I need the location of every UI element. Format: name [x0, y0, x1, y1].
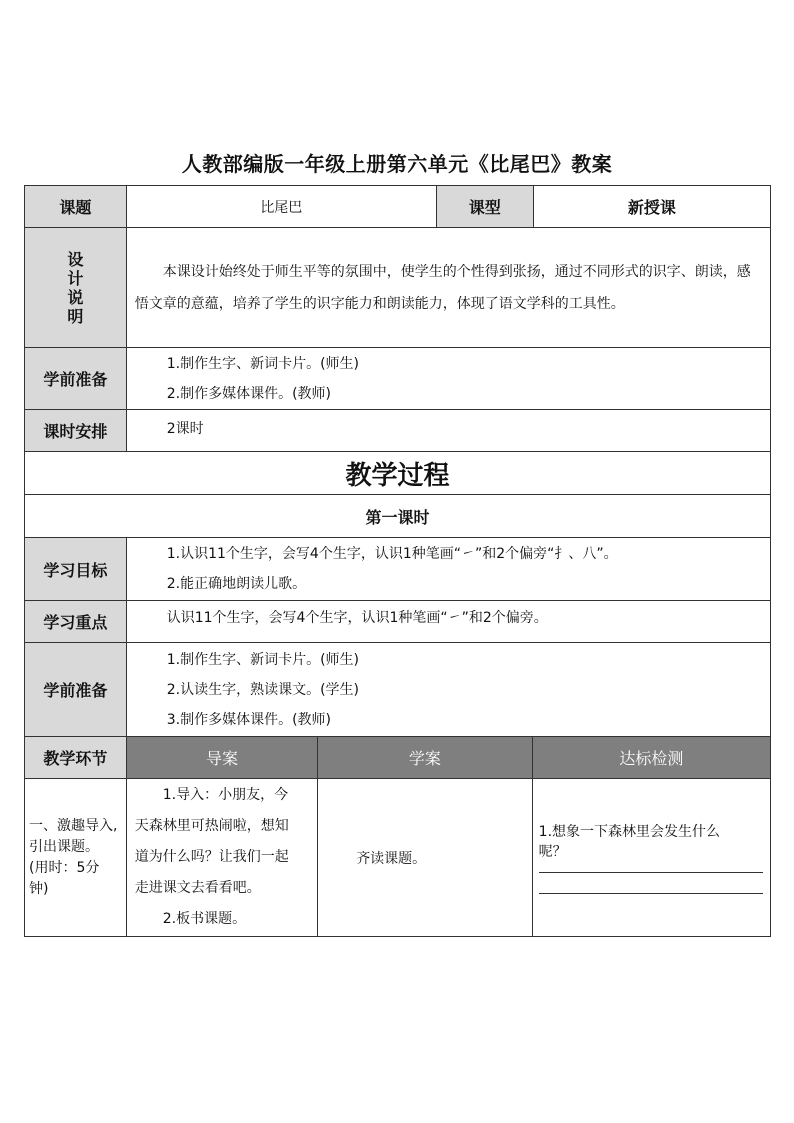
steps-header-row: [24, 737, 771, 779]
step1-stage-line: 引出课题。: [29, 838, 99, 855]
prep1-label: 学前准备: [25, 348, 127, 409]
check-header: 达标检测: [533, 737, 770, 778]
prep1-row: [24, 348, 771, 410]
prep2-list: [127, 643, 770, 736]
step1-stage-line: 一、激趣导入,: [29, 817, 118, 834]
study-header: 学案: [318, 737, 532, 778]
step1-guide-line: 1.导入：小朋友，今: [162, 787, 289, 803]
design-label-char: 明: [67, 306, 84, 326]
process-heading: 教学过程: [345, 460, 450, 491]
step1-guide-line: 走进课文去看看吧。: [134, 880, 261, 896]
prep2-item: 2.认读生字，熟读课文。(学生): [166, 681, 360, 698]
step1-check-line: 1.想象一下森林里会发生什么: [538, 823, 721, 840]
design-row: [24, 228, 771, 348]
design-label-char: 说: [67, 287, 84, 307]
prep2-label: 学前准备: [25, 643, 127, 736]
schedule-label: 课时安排: [25, 410, 127, 451]
document-title: 人教部编版一年级上册第六单元《比尾巴》教案: [181, 152, 613, 176]
schedule-row: [24, 410, 771, 452]
focus-label: 学习重点: [25, 601, 127, 642]
design-text-cell: [127, 228, 770, 347]
step1-guide-line: 2.板书课题。: [162, 911, 247, 927]
prep1-item: 1.制作生字、新词卡片。(师生): [166, 355, 360, 372]
step1-row: [24, 779, 771, 937]
prep2-item: 3.制作多媒体课件。(教师): [166, 711, 332, 728]
lesson-plan-table: [24, 185, 771, 937]
answer-line: [539, 872, 763, 873]
prep2-item: 1.制作生字、新词卡片。(师生): [166, 651, 360, 668]
step1-guide: [127, 779, 318, 936]
design-label-char: 计: [67, 268, 84, 288]
step1-study: 齐读课题。: [356, 850, 427, 867]
stage-header: 教学环节: [25, 737, 127, 778]
guide-header: 导案: [127, 737, 318, 778]
type-value: 新授课: [627, 198, 676, 217]
schedule-value: 2课时: [166, 421, 204, 437]
prep1-list: [127, 348, 770, 409]
lesson-heading: 第一课时: [365, 507, 430, 527]
goals-row: [24, 538, 771, 601]
step1-check-line: 呢？: [538, 843, 567, 860]
step1-stage: [25, 779, 127, 936]
type-label: 课型: [437, 186, 534, 227]
step1-guide-line: 天森林里可热闹啦，想知: [134, 818, 289, 834]
step1-stage-line: (用时：5分: [29, 859, 100, 876]
lesson-heading-row: [24, 495, 771, 538]
design-label: [25, 228, 127, 347]
focus-value: 认识11个生字，会写4个生字，认识1种笔画“㇀”和2个偏旁。: [166, 610, 548, 626]
prep1-item: 2.制作多媒体课件。(教师): [166, 385, 332, 402]
answer-line: [539, 893, 763, 894]
prep2-row: [24, 643, 771, 737]
design-text: 本课设计始终处于师生平等的氛围中，使学生的个性得到张扬，通过不同形式的识字、朗读，感悟文章的意蕴，培养了学生的识字能力和朗读能力，体现了语文学科的工具性。: [134, 263, 751, 312]
goals-list: [127, 538, 770, 600]
schedule-cell: [127, 410, 770, 451]
topic-value: 比尾巴: [127, 186, 437, 227]
design-label-char: 设: [67, 249, 84, 269]
focus-row: [24, 601, 771, 643]
step1-guide-line: 道为什么吗？让我们一起: [134, 849, 289, 865]
process-heading-row: [24, 452, 771, 495]
goals-label: 学习目标: [25, 538, 127, 600]
step1-study-cell: [318, 779, 532, 936]
topic-row: [24, 185, 771, 228]
goals-item: 1.认识11个生字，会写4个生字，认识1种笔画“㇀”和2个偏旁“扌、八”。: [166, 546, 618, 562]
focus-cell: [127, 601, 770, 642]
step1-check: [533, 779, 770, 936]
step1-stage-line: 钟): [29, 880, 49, 897]
goals-item: 2.能正确地朗读儿歌。: [166, 576, 307, 592]
topic-label: 课题: [25, 186, 127, 227]
